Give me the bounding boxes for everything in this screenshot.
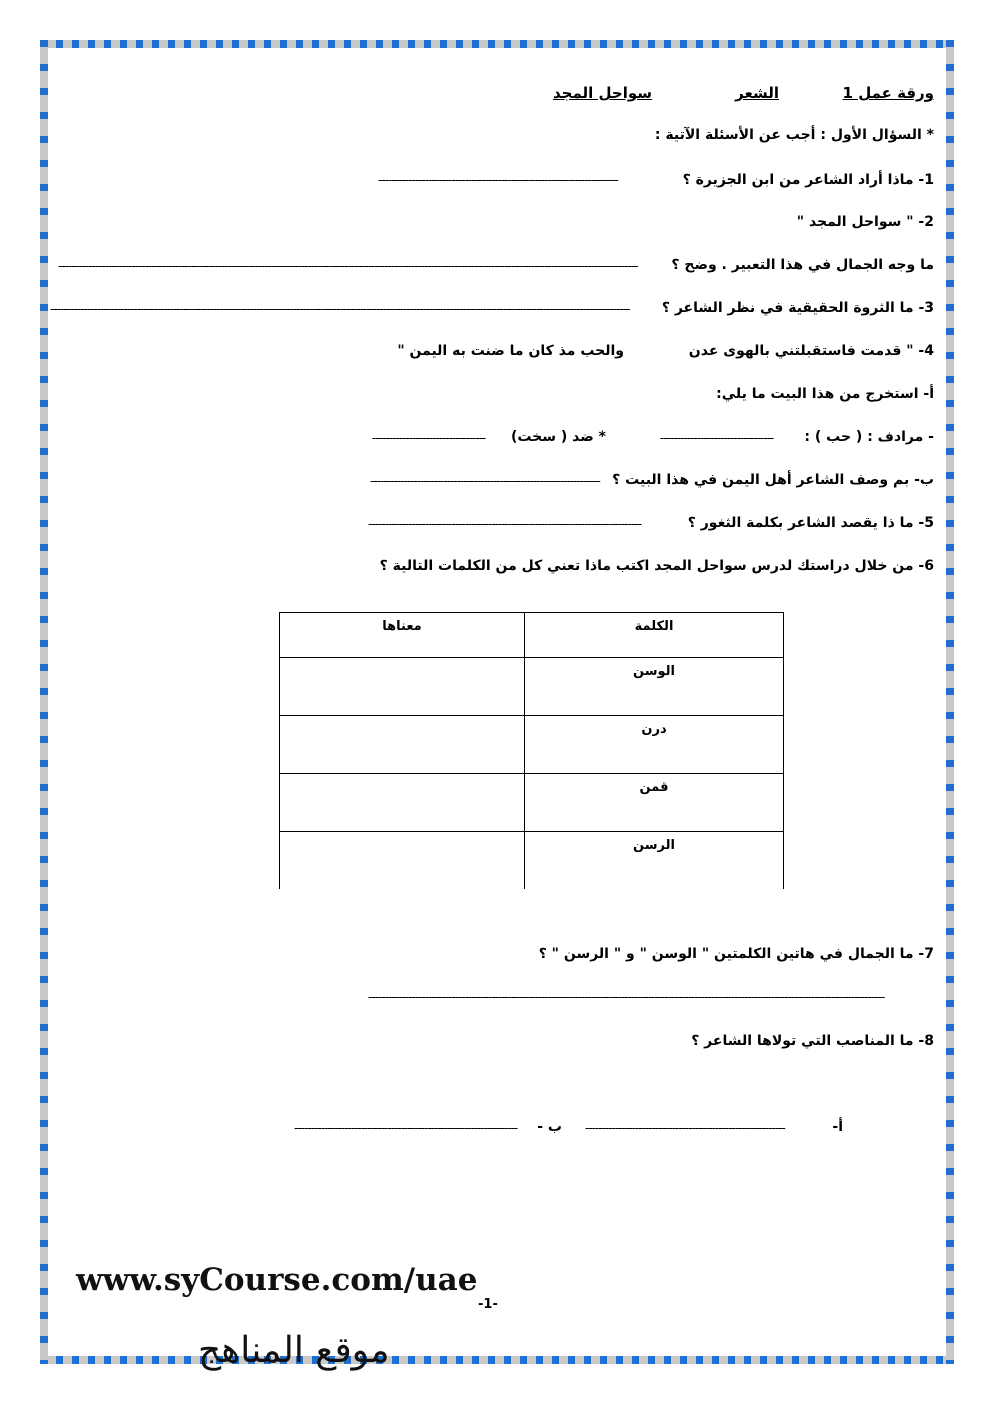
page-border-left	[40, 40, 48, 1364]
question-2-sub: ما وجه الجمال في هذا التعبير . وضح ؟	[671, 257, 934, 273]
antonym-label: * ضد ( سخت)	[510, 429, 606, 445]
question-7: 7- ما الجمال في هاتين الكلمتين " الوسن " و " الرسن " ؟	[538, 946, 934, 962]
website-url: www.syCourse.com/uae	[76, 1262, 478, 1298]
answer-a-label: أ-	[832, 1119, 843, 1135]
synonym-label: - مرادف : ( حب ) :	[804, 429, 934, 445]
answer-line-8b: -------------------------------------------------------------------	[294, 1121, 518, 1135]
word-cell: قمن	[525, 774, 784, 832]
answer-line-5: ----------------------------------------------------------------------------------	[368, 517, 642, 531]
lesson-title: سواحل المجد	[552, 84, 652, 102]
answer-line-4b: ---------------------------------------------------------------------	[370, 474, 600, 488]
page-border-right	[946, 40, 954, 1364]
question-2: 2- " سواحل المجد "	[796, 214, 934, 230]
answer-line-2: ------------------------------------------------------------------------------------------------------------------------------------------------------------------------------	[58, 259, 638, 273]
answer-line-7: -----------------------------------------------------------------------------------------------------------------------------------------------------------	[368, 990, 885, 1004]
synonym-answer-line: ----------------------------------	[660, 431, 774, 445]
answer-line-1: ------------------------------------------------------------------------	[378, 173, 618, 187]
section-intro: * السؤال الأول : أجب عن الأسئلة الآتية :	[654, 127, 934, 143]
table-header-row	[280, 613, 784, 658]
antonym-answer-line: ----------------------------------	[372, 431, 486, 445]
question-4b: ب- بم وصف الشاعر أهل اليمن في هذا البيت ؟	[612, 472, 934, 488]
worksheet-title: ورقة عمل 1	[842, 84, 934, 102]
site-watermark: موقع المناهج	[198, 1330, 390, 1371]
subject-label: الشعر	[735, 84, 779, 102]
word-cell: الوسن	[525, 658, 784, 716]
question-3: 3- ما الثروة الحقيقية في نظر الشاعر ؟	[661, 300, 934, 316]
header-meaning: معناها	[280, 613, 525, 658]
question-8: 8- ما المناصب التي تولاها الشاعر ؟	[691, 1033, 934, 1049]
table-row	[280, 774, 784, 832]
header-word: الكلمة	[525, 613, 784, 658]
table-row	[280, 658, 784, 716]
meaning-cell	[280, 832, 525, 890]
answer-b-label: ب -	[537, 1119, 562, 1135]
question-4-verse-first: 4- " قدمت فاستقبلتني بالهوى عدن	[688, 343, 934, 359]
meaning-cell	[280, 658, 525, 716]
question-6: 6- من خلال دراستك لدرس سواحل المجد اكتب ماذا تعني كل من الكلمات التالية ؟	[379, 558, 934, 574]
page-number: -1-	[478, 1297, 498, 1312]
word-cell: درن	[525, 716, 784, 774]
page-border-bottom	[40, 1356, 954, 1364]
question-4-verse-second: والحب مذ كان ما ضنت به اليمن "	[397, 343, 624, 359]
table-row	[280, 832, 784, 890]
word-cell: الرسن	[525, 832, 784, 890]
question-5: 5- ما ذا يقصد الشاعر بكلمة الثغور ؟	[687, 515, 934, 531]
question-4a: أ- استخرج من هذا البيت ما يلي:	[716, 386, 934, 402]
vocabulary-table	[279, 612, 784, 889]
meaning-cell	[280, 716, 525, 774]
page-border-top	[40, 40, 954, 48]
table-row	[280, 716, 784, 774]
answer-line-3: ------------------------------------------------------------------------------------------------------------------------------------------------------------------------------	[50, 302, 630, 316]
answer-line-8a: ------------------------------------------------------------	[585, 1121, 785, 1135]
meaning-cell	[280, 774, 525, 832]
question-1: 1- ماذا أراد الشاعر من ابن الجزيرة ؟	[682, 172, 934, 188]
